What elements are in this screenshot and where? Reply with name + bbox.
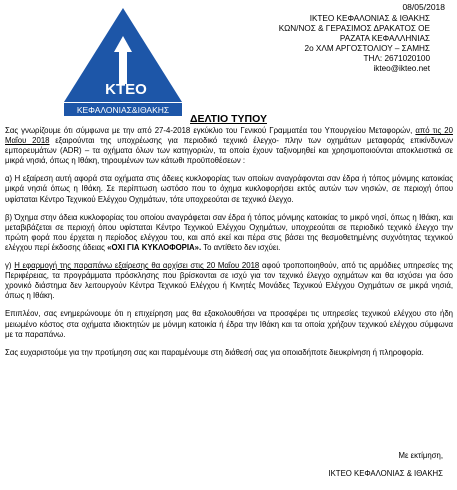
header-line: ΙΚΤΕΟ ΚΕΦΑΛΟΝΙΑΣ & ΙΘΑΚΗΣ [309,14,430,23]
paragraph-thanks: Σας ευχαριστούμε για την προτίμηση σας και παραμένουμε στη διάθεσή σας για οποιαδήποτε διευκρίνηση ή πληροφορία. [5,347,424,357]
header-line: 2ο ΧΛΜ ΑΡΓΟΣΤΟΛΙΟΥ – ΣΑΜΗΣ [304,44,430,53]
logo-subtitle: ΚΕΦΑΛΟΝΙΑΣ&ΙΘΑΚΗΣ [76,105,170,115]
paragraph-intro: Σας γνωρίζουμε ότι σύμφωνα με την από 27-4-2018 εγκύκλιο του Γενικού Γραμματέα του Υπουργείου Μεταφορών, από τις 20 Μαΐου 2018 εξαιρούνται της υποχρέωσης για περιοδικό τεχνικό έλεγχο- πλην των οχημάτων μεταφοράς επικίνδυνων εμπορευμάτων (ADR) – τα οχήματα όλων των κατηγοριών, τα οποία έχουν ταξινομηθεί και χρησιμοποιούνται αποκλειστικά σε μικρά νησιά, όπως η Ιθάκη, τηρουμένων των κάτωθι προϋποθέσεων : [5,126,453,166]
date: 08/05/2018 [402,2,445,12]
logo-brand: KTEO [105,81,147,98]
header-contact [230,14,430,74]
signature-block [243,451,443,487]
header-line: ΡΑΖΑΤΑ ΚΕΦΑΛΛΗΝΙΑΣ [339,34,430,43]
closing: Με εκτίμηση, [398,451,443,460]
header-line: ΤΗΛ: 2671020100 [363,54,430,63]
kteo-logo [62,6,184,118]
paragraph-additional: Επιπλέον, σας ενημερώνουμε ότι η επιχείρηση μας θα εξακολουθήσει να προσφέρει τις υπηρεσίες τεχνικού ελέγχου στο ήδη μειωμένο κόστος στα οχήματα ιδιοκτητών με μόνιμη κατοικία ή έδρα την Ιθάκη και τα οποία χρήζουν τεχνικού ελέγχου σύμφωνα με τα παραπάνω. [5,309,453,339]
document-title: ΔΕΛΤΙΟ ΤΥΠΟΥ [190,113,267,125]
paragraph-c: γ) Η εφαρμογή της παραπάνω εξαίρεσης θα αρχίσει στις 20 Μαΐου 2018 αφού τροποποιηθούν, από τις αρμόδιες υπηρεσίες της Περιφέρειας, τα προγράμματα πρόσκλησης που βρίσκονται σε ισχύ για τον τεχνικό έλεγχο οχημάτων και θα ισχύσει για όσο χρονικό διάστημα δεν λειτουργούν Κέντρα Τεχνικού Ελέγχου ή Κινητές Μονάδες Τεχνικού Ελέγχου Οχημάτων σε μικρά νησιά, όπως η Ιθάκη. [5,261,453,301]
document-body [5,126,453,366]
signature: ΙΚΤΕΟ ΚΕΦΑΛΟΝΙΑΣ & ΙΘΑΚΗΣ [328,469,443,478]
header-line: ΚΩΝ/ΝΟΣ & ΓΕΡΑΣΙΜΟΣ ΔΡΑΚΑΤΟΣ ΟΕ [278,24,430,33]
header-email[interactable]: ikteo@ikteo.net [373,64,430,73]
paragraph-a: α) Η εξαίρεση αυτή αφορά στα οχήματα στις άδειες κυκλοφορίας των οποίων αναγράφονται σαν έδρα ή τόπος μόνιμης κατοικίας μικρά νησιά όπως η Ιθάκη. Σε περίπτωση ωστόσο που το όχημα κυκλοφορήσει εκτός αυτών των νησιών, σε περιοχή όπου υφίσταται Κέντρο Τεχνικού Ελέγχου Οχημάτων, τότε υποχρεούται σε τεχνικό έλεγχο. [5,174,453,204]
paragraph-b: β) Όχημα στην άδεια κυκλοφορίας του οποίου αναγράφεται σαν έδρα ή τόπος μόνιμης κατοικίας το μικρό νησί, όπως η Ιθάκη, και μεταβιβάζεται σε περιοχή όπου υφίσταται Κέντρο Τεχνικού Ελέγχου Οχημάτων, υποχρεούται σε περιοδικό τεχνικό έλεγχο την πρώτη φορά που έρχεται η περίοδος ελέγχου του, και από εκεί και πέρα στις βάσει της θεσμοθετημένης συχνότητας τεχνικού ελέγχου περί έκδοσης άδειας «ΟΧΙ ΓΙΑ ΚΥΚΛΟΦΟΡΙΑ». Το αντίθετο δεν ισχύει. [5,212,453,252]
